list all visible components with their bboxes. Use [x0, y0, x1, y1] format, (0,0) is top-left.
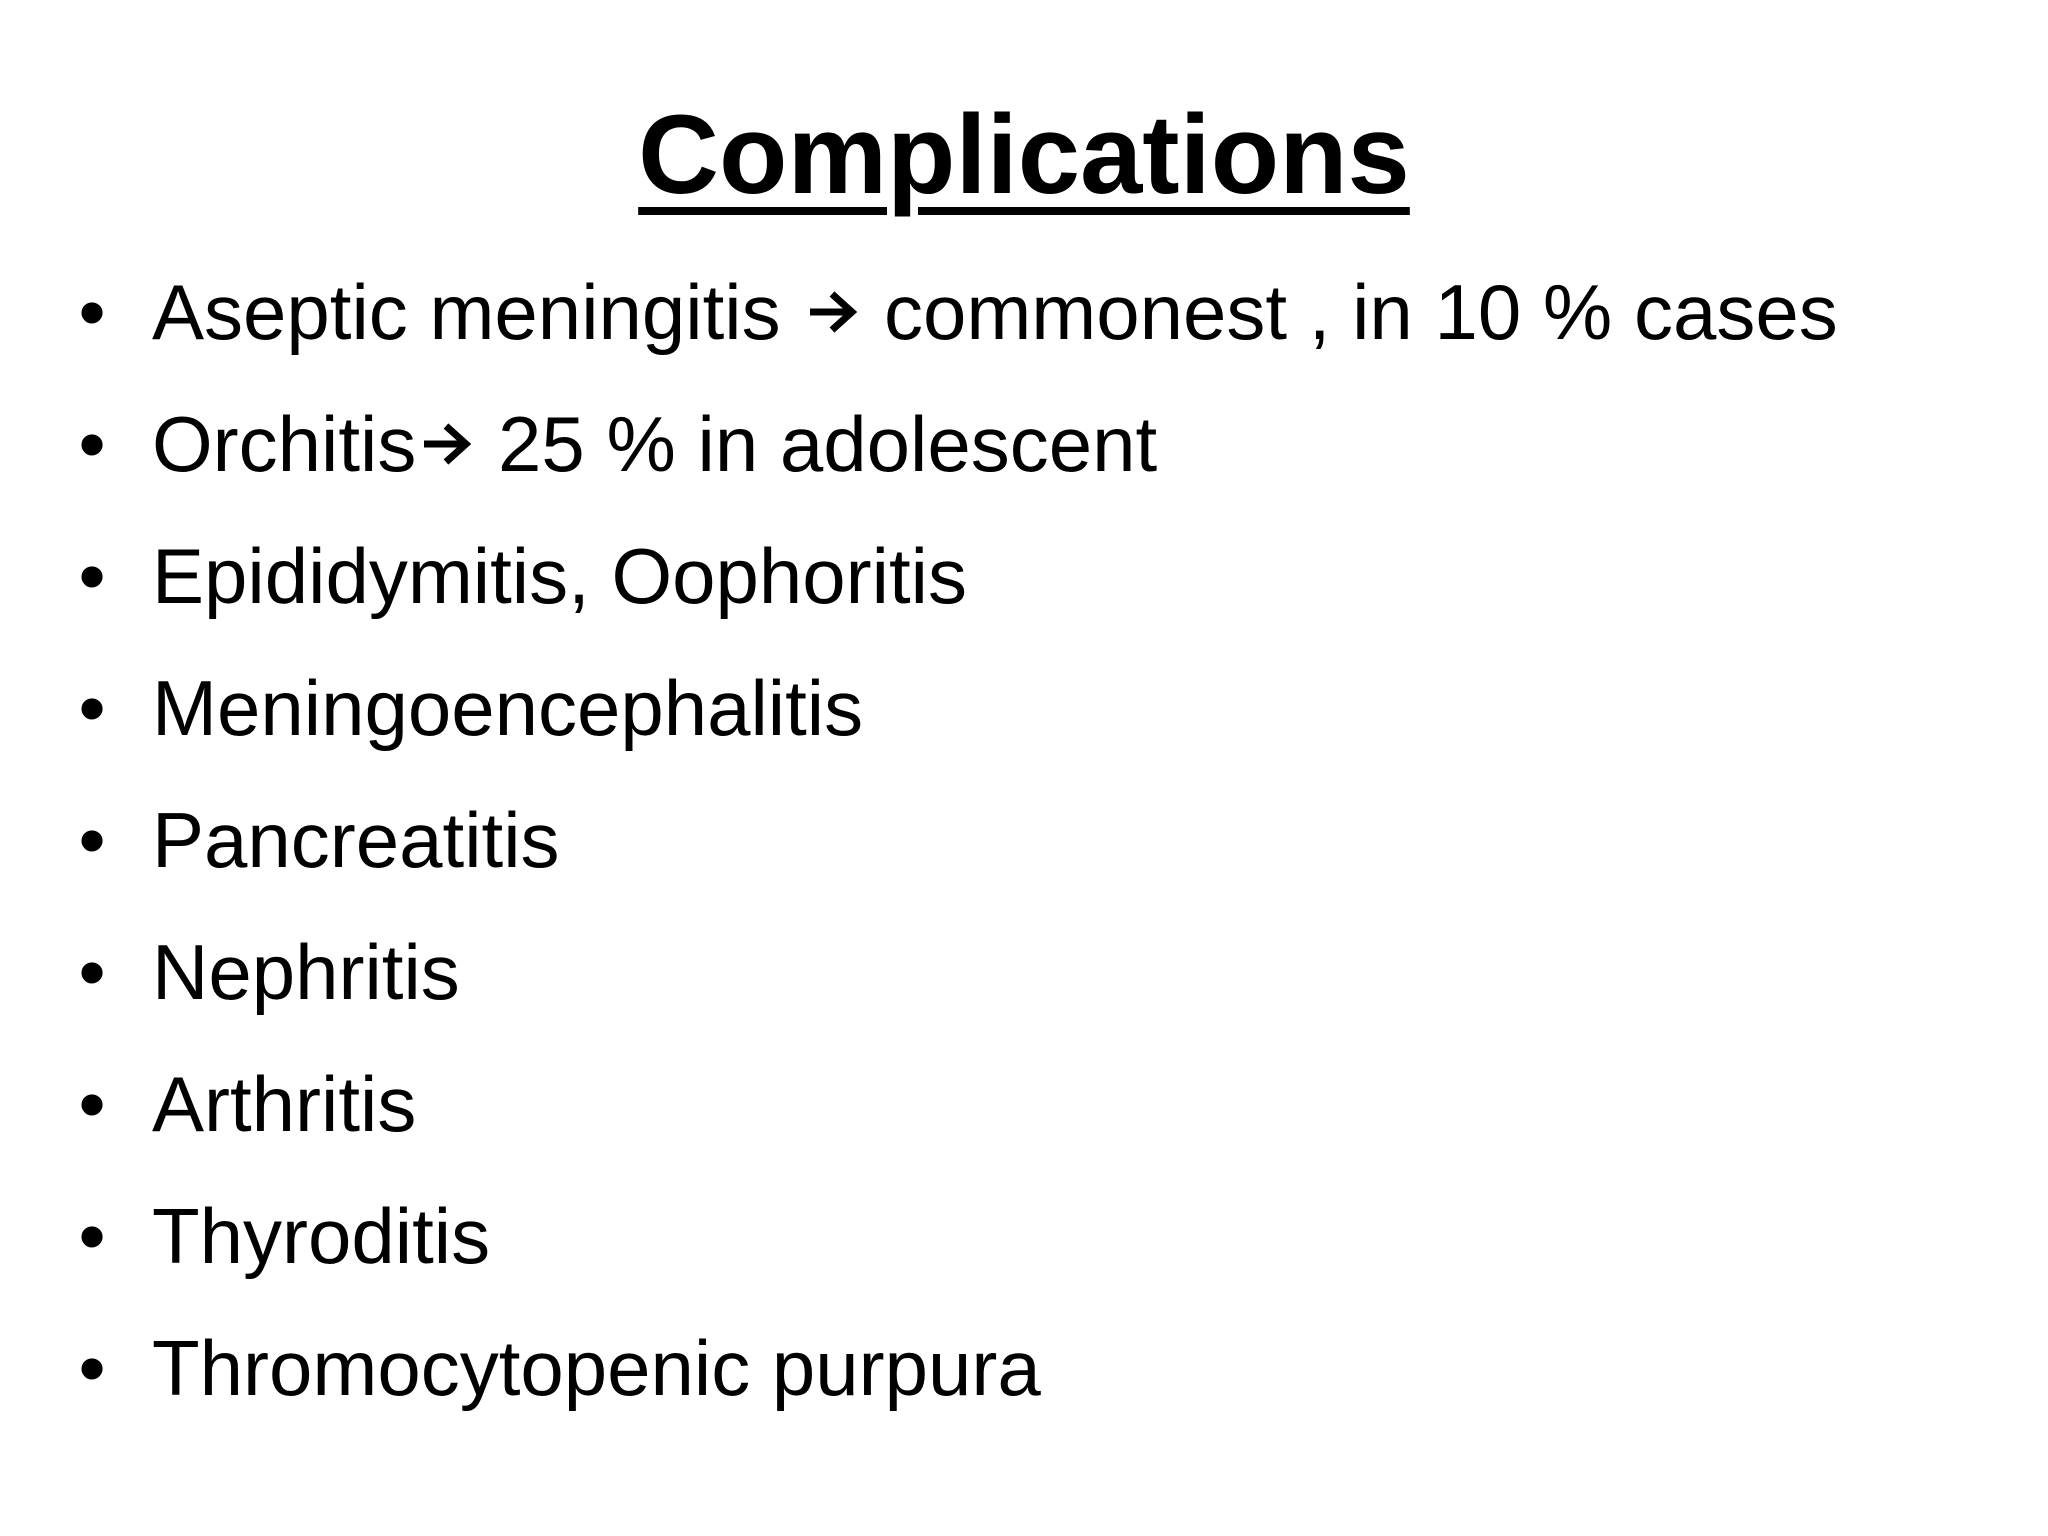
bullet-item [0, 918, 2048, 1050]
bullet-text-end: 25 % in adolescent [476, 400, 1158, 488]
slide-title-text: Complications [638, 92, 1410, 217]
bullet-icon: • [78, 1324, 106, 1412]
bullet-item [0, 1050, 2048, 1182]
bullet-text-start: Aseptic meningitis [152, 268, 803, 356]
bullet-text: Pancreatitis [152, 796, 560, 884]
bullet-item [0, 1182, 2048, 1314]
bullet-item [0, 1314, 2048, 1446]
bullet-icon: • [78, 928, 106, 1016]
bullet-text: Meningoencephalitis [152, 664, 864, 752]
bullet-text [152, 258, 1838, 366]
bullet-text [152, 390, 1157, 498]
arrow-right-icon [806, 290, 858, 334]
bullet-icon: • [78, 1060, 106, 1148]
bullet-text: Arthritis [152, 1060, 417, 1148]
slide-title [0, 90, 2048, 220]
bullet-text-end: commonest , in 10 % cases [862, 268, 1838, 356]
bullet-item [0, 390, 2048, 522]
bullet-item [0, 786, 2048, 918]
bullet-list [0, 258, 2048, 1446]
bullet-item [0, 654, 2048, 786]
bullet-text-start: Orchitis [152, 400, 417, 488]
bullet-text: Nephritis [152, 928, 460, 1016]
bullet-text: Epididymitis, Oophoritis [152, 532, 967, 620]
bullet-icon: • [78, 664, 106, 752]
bullet-icon: • [78, 796, 106, 884]
arrow-right-icon [420, 422, 472, 466]
bullet-icon: • [78, 1192, 106, 1280]
bullet-text: Thromocytopenic purpura [152, 1324, 1041, 1412]
bullet-item [0, 258, 2048, 390]
bullet-icon: • [78, 268, 106, 356]
bullet-text: Thyroditis [152, 1192, 491, 1280]
bullet-item [0, 522, 2048, 654]
bullet-icon: • [78, 532, 106, 620]
bullet-icon: • [78, 400, 106, 488]
